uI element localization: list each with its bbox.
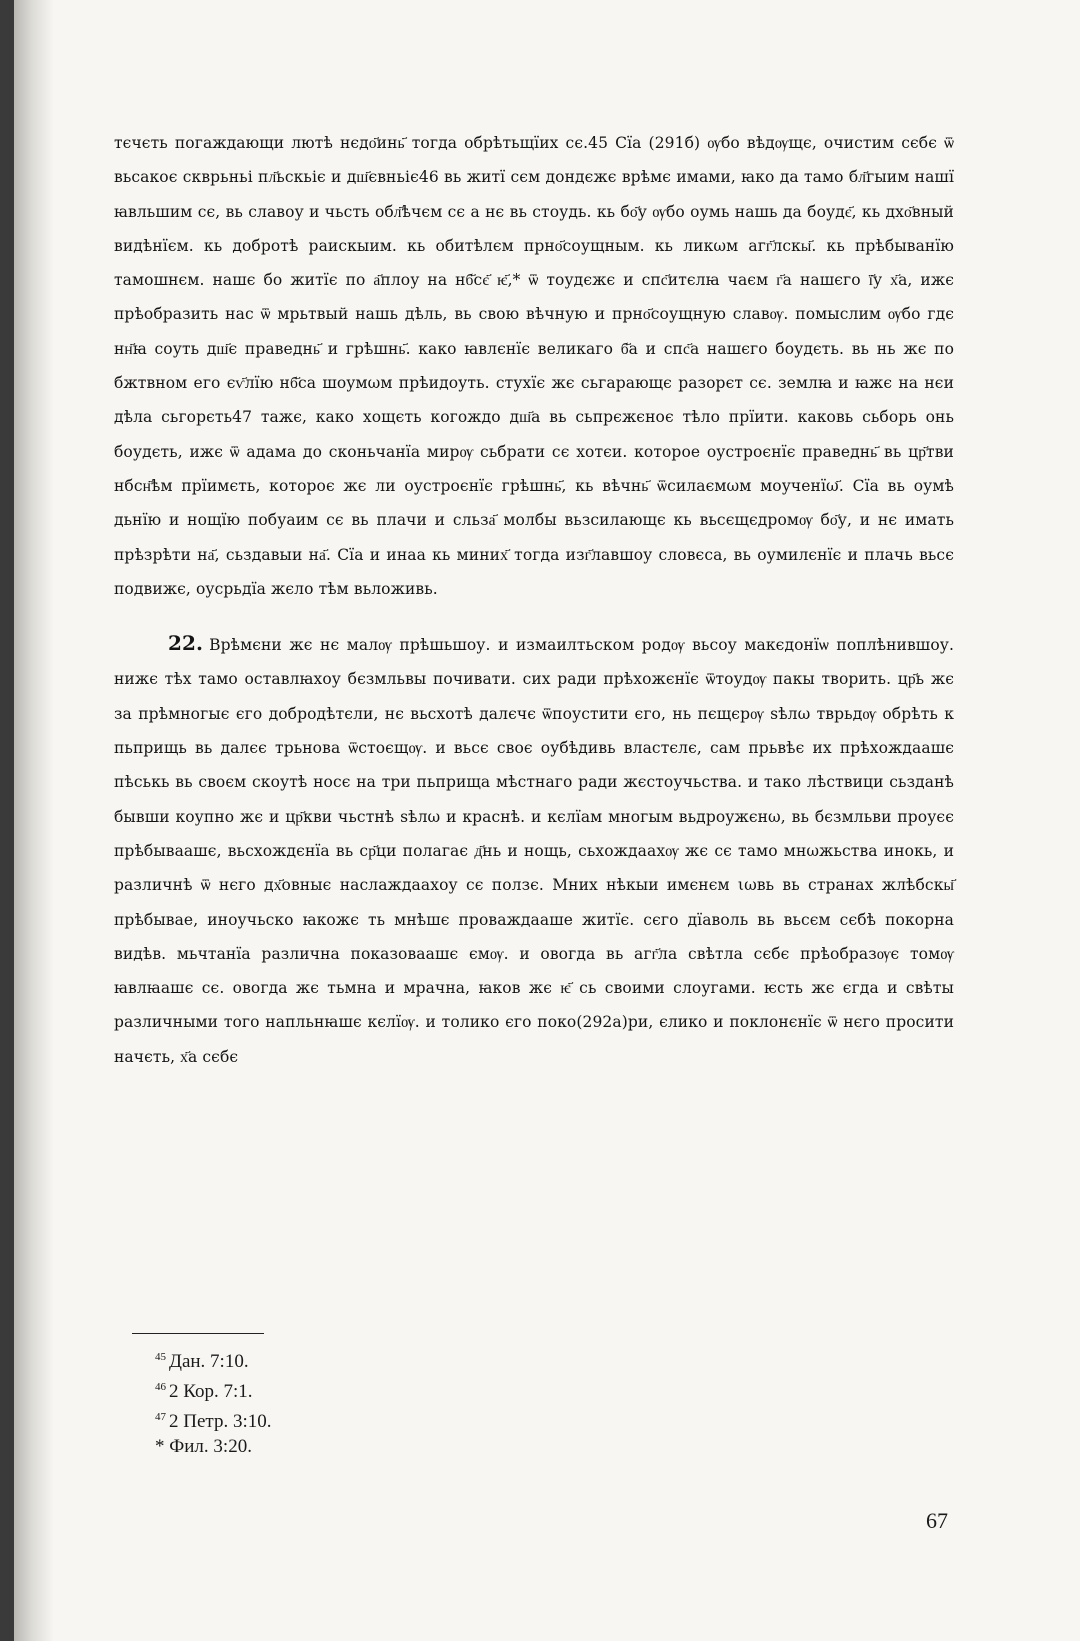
- footnotes: [155, 1342, 271, 1462]
- paragraph-2-text: Врѣмєни жє нє малѹ прѣшьшоу. и измаилтьском родѹ вьсоу макєдонїѡ поплѣнившоу. нижє тѣх тамо оставлꙗхоу бєзмльвы почивати. сих ради прѣхожєнїє ѿтоудѹ пакы творить. цр҃ь жє за прѣмногыє єго добродѣтєли, нє вьсхотѣ далєчє ѿпоустити єго, нь пєщєрѹ ѕѣлω тврьдѹ обрѣть к пьприщь вь далєє трьнова ѿстоєщѹ. и вьсє своє оубѣдивь властєлє, сам прьвѣє их прѣхождаашє пѣськь вь своєм скоутѣ носє на три пьприща мѣстнаго ради жєстоучьства. и тако лѣствици сьзданѣ бывши коупно жє и цр҃кви чьстнѣ ѕѣлω и краснѣ. и кєлїам многым вьдроужєнω, вь бєзмльви проуєє прѣбываашє, вьсхождєнїа вь ср҃ци полагає д҃нь и нощь, сьхождаахѹ жє сє тамо мнωжьства инокь, и различнѣ ѿ нєго дх҃овныє наслаждаахоу сє ползє. Мних нѣкыи имєнєм ιωвь вь странах жлѣбскы҃ прѣбывае, иноучьско ꙗкожє ть мнѣшє проваждааше житїє. сєго дїаволь вь вьсєм сєбѣ покорна видѣв. мьчтанїа различна показоваашє ємѹ. и овогда вь агг҃ла свѣтла сєбє прѣобразѹє томѹ ꙗвлꙗашє сє. овогда жє тьмна и мрачна, ꙗков жє ѥ҃ сь своими слоугами. ѥсть жє єгда и свѣты различными того напльнꙗшє кєлїѹ. и толико єго поко(292а)ри, єлико и поклонєнїє ѿ нєго просити начєть, х҃а сєбє: [114, 636, 954, 1066]
- footnote: [155, 1402, 271, 1432]
- footnote-mark: 47: [155, 1411, 166, 1423]
- book-page: [14, 0, 1080, 1641]
- footnote: [155, 1342, 271, 1372]
- main-text: [114, 126, 954, 1074]
- paragraph-number: 22.: [168, 631, 204, 656]
- binding-shadow: [14, 0, 54, 1641]
- footnote-mark: *: [155, 1436, 165, 1457]
- paragraph-1: тєчєть погаждающи лютѣ нєдо҃инь҃ тогда обрѣтьщїих сє.45 Сїа (291б) ѹбо вѣдѹщє, очистим сєбє ѿ вьсакоє скврьньі пл҃ьскьіє и дш҃євньіє46 вь житї сєм дондєжє врѣмє имами, ꙗко да тамо бл҃гыим нашї ꙗвльшим сє, вь славоу и чьсть обл҃ѣчєм сє а нє вь стоудь. кь бо҃у ѹбо оумь нашь да боудє҃, кь дхо҃вный видѣнїєм. кь добротѣ раискыим. кь обитѣлєм прно҃соущным. кь ликωм агг҃лскы҃. кь прѣбыванїю тамошнєм. нашє бо житїє по а҃плоу на нб҃сє҃ ѥ҃,* ѿ тоудєжє и спс҃итєлꙗ чаєм г҃а нашєго ї҃у х҃а, ижє прѣобразить нас ѿ мрьтвый нашь дѣль, вь свою вѣчную и прно҃соущную славѹ. помыслим ѹбо гдє нн҃ꙗ соуть дш҃є праведнь҃ и грѣшнь҃. како ꙗвлєнїє великаго б҃а и спс҃а нашєго боудєть. вь нь жє по бжтвном его єѵ҃лїю нб҃са шоумωм прѣидоуть. стухїє жє сьгарающє разорєт сє. землꙗ и ꙗжє на нєи дѣла сьгорєть47 тажє, како хощєть когождо дш҃а вь сьпрєжєноє тѣло прїити. каковь сьборь онь боудєть, ижє ѿ адама до сконьчанїа мирѹ сьбрати сє хотєи. которое оустроєнїє праведнь҃ вь цр҃тви нбсн҃ѣм прїимєть, котороє жє ли оустроєнїє грѣшнь҃, кь вѣчнь҃ ѿсилаємωм моученїω҃. Сїа вь оумѣ дьнїю и нощїю побуаим сє вь плачи и сльза҃ молбы вьзсилающє кь вьсєщєдромѹ бо҃у, и нє имать прѣзрѣти на҃, сьздавыи на҃. Сїа и инаа кь миних҃ тогда изг҃лавшоу словєса, вь оумилєнїє и плачь вьсє подвижє, оусрьдїа жєло тѣм вьложивь.: [114, 134, 954, 598]
- footnote-text: Фил. 3:20.: [169, 1436, 252, 1457]
- footnote: [155, 1432, 271, 1462]
- footnote-text: Дан. 7:10.: [169, 1351, 249, 1372]
- footnote-rule: [132, 1333, 264, 1334]
- paragraph-2: [114, 626, 954, 1074]
- footnote-text: 2 Кор. 7:1.: [169, 1381, 253, 1402]
- footnote-mark: 45: [155, 1351, 166, 1363]
- footnote-mark: 46: [155, 1381, 166, 1393]
- footnote: [155, 1372, 271, 1402]
- page-number: 67: [926, 1508, 948, 1533]
- footnote-text: 2 Петр. 3:10.: [169, 1411, 272, 1432]
